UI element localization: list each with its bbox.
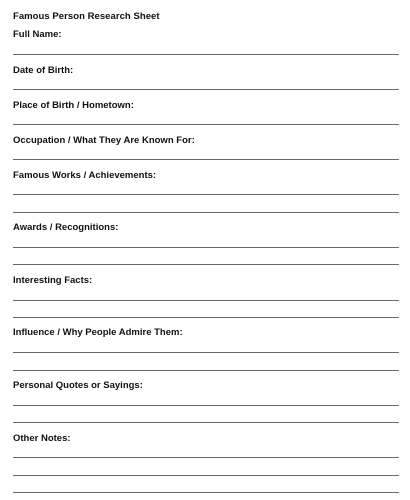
personal-quotes-line-1 [13, 405, 399, 406]
date-of-birth-line [13, 89, 399, 90]
place-of-birth-line [13, 124, 399, 125]
awards-line-2 [13, 264, 399, 265]
other-notes-line-2 [13, 475, 399, 476]
interesting-facts-label: Interesting Facts: [13, 275, 93, 286]
famous-works-line-2 [13, 212, 399, 213]
full-name-label: Full Name: [13, 29, 62, 40]
personal-quotes-line-2 [13, 422, 399, 423]
influence-line-1 [13, 352, 399, 353]
full-name-line [13, 54, 399, 55]
famous-works-label: Famous Works / Achievements: [13, 170, 157, 181]
interesting-facts-line-2 [13, 317, 399, 318]
awards-line-1 [13, 247, 399, 248]
famous-works-line-1 [13, 194, 399, 195]
interesting-facts-line-1 [13, 300, 399, 301]
awards-label: Awards / Recognitions: [13, 222, 119, 233]
personal-quotes-label: Personal Quotes or Sayings: [13, 380, 143, 391]
influence-label: Influence / Why People Admire Them: [13, 327, 183, 338]
other-notes-line-1 [13, 457, 399, 458]
other-notes-label: Other Notes: [13, 433, 71, 444]
influence-line-2 [13, 370, 399, 371]
date-of-birth-label: Date of Birth: [13, 65, 74, 76]
occupation-line [13, 159, 399, 160]
sheet-title: Famous Person Research Sheet [13, 11, 160, 22]
other-notes-line-3 [13, 492, 399, 493]
occupation-label: Occupation / What They Are Known For: [13, 135, 195, 146]
place-of-birth-label: Place of Birth / Hometown: [13, 100, 134, 111]
